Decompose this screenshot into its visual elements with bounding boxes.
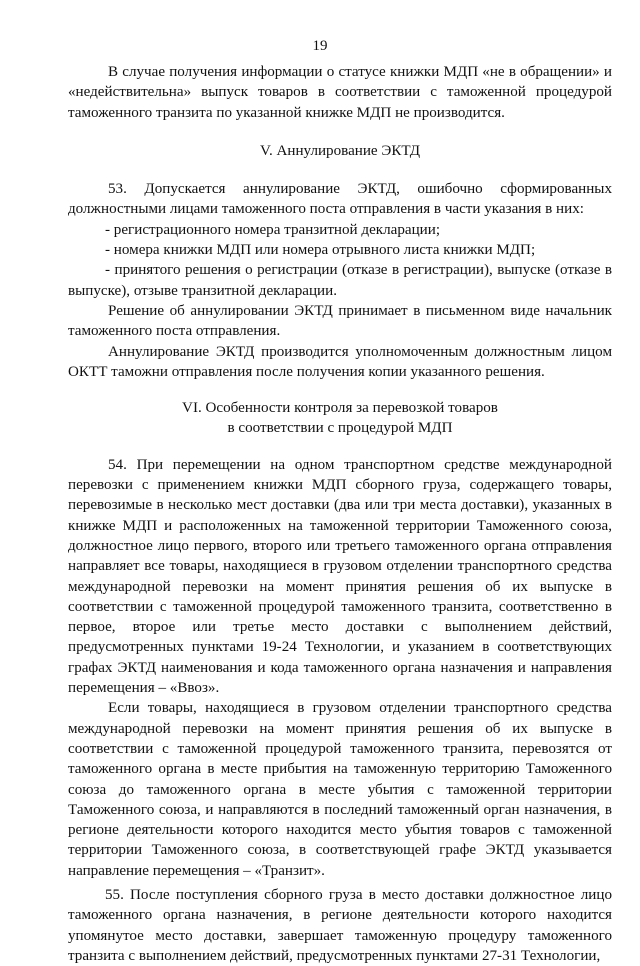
intro-paragraph: В случае получения информации о статусе книжки МДП «не в обращении» и «недействительна» выпуск товаров в соответствии с таможенной процедурой таможенного транзита по указанной книжке МДП не производится. — [68, 64, 612, 121]
list-item: - регистрационного номера транзитной декларации; — [105, 221, 441, 238]
list-item: - принятого решения о регистрации (отказе в регистрации), выпуске (отказе в выпуске), отзыве транзитной декларации. — [68, 262, 612, 299]
transit-paragraph: Если товары, находящиеся в грузовом отделении транспортного средства международной перевозки на момент принятия решения об их выпуске в соответствии с таможенной процедурой таможенного транзита, перевозятся от таможенного органа в месте прибытия на таможенную территорию Таможенного союза до таможенного органа в месте убытия с таможенной территории Таможенного союза, и направляются в последний таможенный орган назначения, в регионе деятельности которого находится место убытия товаров с таможенной территории Таможенного союза, в соответствующей графе ЭКТД указывается направление перемещения – «Транзит». — [68, 700, 612, 879]
paragraph-55: 55. После поступления сборного груза в место доставки должностное лицо таможенного органа назначения, в регионе деятельности которого находится упомянутое место доставки, завершает таможенную процедуру таможенного транзита с выполнением действий, предусмотренных пунктами 27-31 Технологии, — [68, 886, 612, 964]
document-body — [68, 62, 612, 966]
section-vi-heading-line-2: в соответствии с процедурой МДП — [227, 420, 453, 437]
section-vi-heading-line-1: VI. Особенности контроля за перевозкой товаров — [182, 400, 498, 417]
annulment-paragraph: Аннулирование ЭКТД производится уполномоченным должностным лицом ОКТТ таможни отправления после получения копии указанного решения. — [68, 343, 612, 380]
list-item: - номера книжки МДП или номера отрывного листа книжки МДП; — [105, 242, 536, 259]
decision-paragraph: Решение об аннулировании ЭКТД принимает в письменном виде начальник таможенного поста отправления. — [68, 302, 612, 340]
paragraph-53: 53. Допускается аннулирование ЭКТД, ошибочно сформированных должностными лицами таможенного поста отправления в части указания в них: — [68, 181, 612, 218]
section-v-heading: V. Аннулирование ЭКТД — [260, 142, 420, 159]
page-number: 19 — [312, 38, 328, 54]
section-vi-heading — [68, 398, 612, 439]
paragraph-54: 54. При перемещении на одном транспортном средстве международной перевозки с применением книжки МДП сборного груза, содержащего товары, перевозимые в несколько мест доставки (два или три места доставки), указанных в книжке МДП и расположенных на таможенной территории Таможенного союза, должностное лицо первого, второго или третьего таможенного органа отправления направляет все товары, находящиеся в грузовом отделении транспортного средства международной перевозки на момент принятия решения об их выпуске в соответствии с таможенной процедурой таможенного транзита, соответственно в первое, второе или третье место доставки с выполнением действий, предусмотренных пунктами 19-24 Технологии, и указанием в соответствующих графах ЭКТД наименования и кода таможенного органа назначения и направления перемещения – «Ввоз». — [68, 456, 612, 697]
